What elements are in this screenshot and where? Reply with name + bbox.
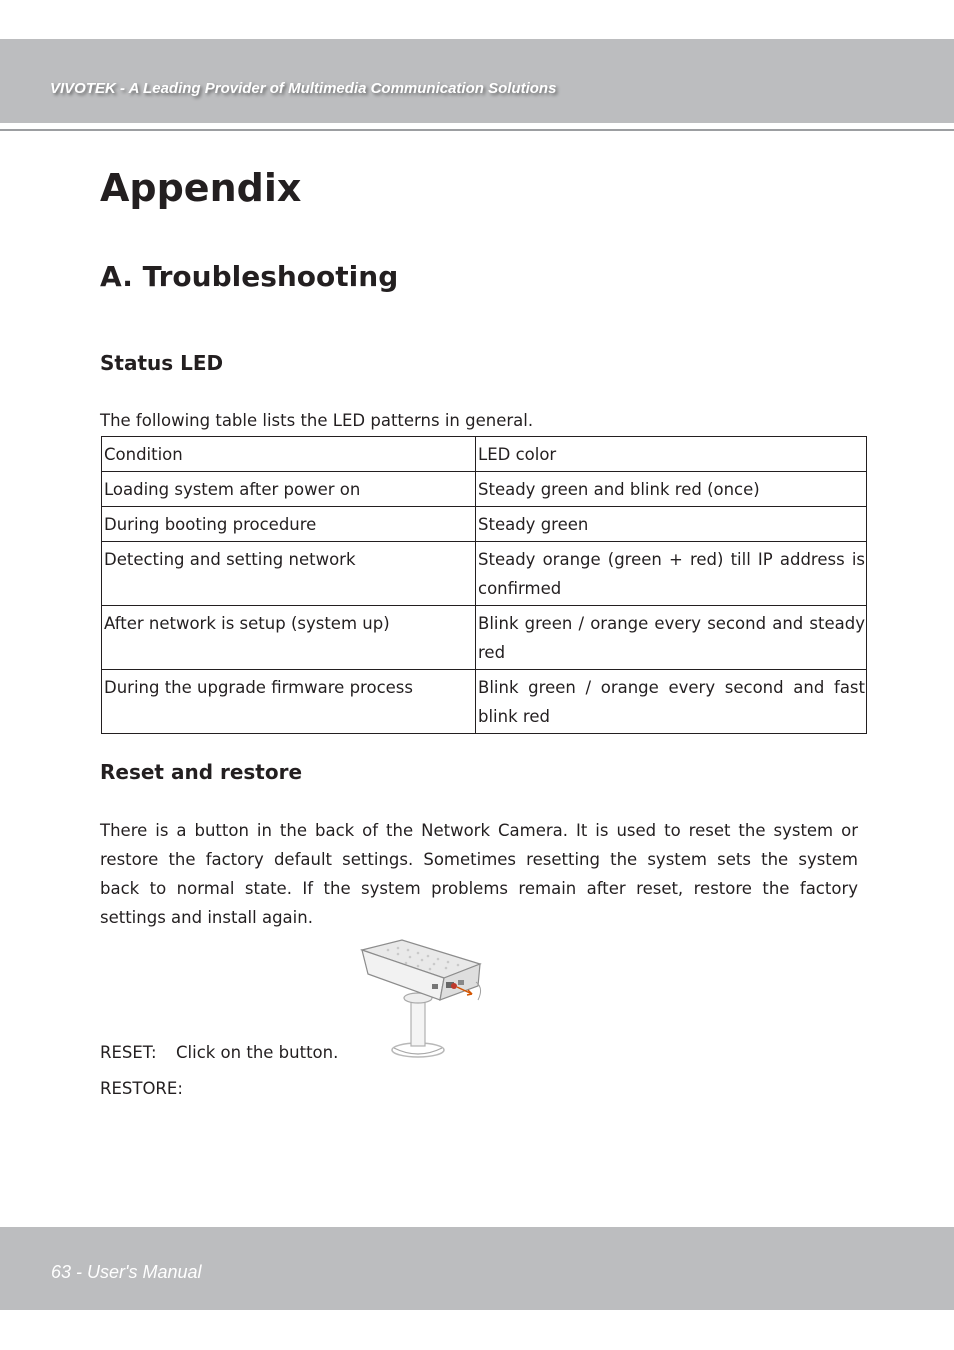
- section-heading: A. Troubleshooting: [100, 260, 399, 293]
- paragraph-line: restore the factory default settings. Sometimes resetting the system sets the system: [100, 850, 858, 869]
- paragraph-line: back to normal state. If the system problems remain after reset, restore the factory: [100, 879, 858, 898]
- table-header-cell: LED color: [476, 437, 867, 472]
- reset-label: RESET:: [100, 1043, 157, 1062]
- table-cell: During booting procedure: [102, 507, 476, 542]
- paragraph-line: settings and install again.: [100, 908, 313, 927]
- paragraph-line: There is a button in the back of the Network Camera. It is used to reset the system or: [100, 821, 858, 840]
- table-header-row: [102, 437, 867, 472]
- reset-text: Click on the button.: [176, 1043, 339, 1062]
- reset-instruction: [100, 1043, 338, 1062]
- reset-restore-heading: Reset and restore: [100, 760, 303, 784]
- reset-restore-paragraph: [100, 816, 858, 932]
- table-cell: After network is setup (system up): [102, 606, 476, 670]
- header-tagline: VIVOTEK - A Leading Provider of Multimedia Communication Solutions: [50, 80, 557, 97]
- header-divider: [0, 129, 954, 131]
- table-cell: During the upgrade firmware process: [102, 670, 476, 734]
- table-cell: Detecting and setting network: [102, 542, 476, 606]
- table-row: [102, 472, 867, 507]
- table-cell: Loading system after power on: [102, 472, 476, 507]
- table-header-cell: Condition: [102, 437, 476, 472]
- footer-page-label: 63 - User's Manual: [51, 1262, 202, 1282]
- status-led-intro: The following table lists the LED patterns in general.: [100, 411, 534, 430]
- table-row: [102, 670, 867, 734]
- table-row: [102, 507, 867, 542]
- table-cell: Steady green: [476, 507, 867, 542]
- table-cell: Blink green / orange every second and steady red: [476, 606, 867, 670]
- led-pattern-table: [101, 436, 867, 734]
- camera-reset-button-icon: [358, 938, 484, 1064]
- table-cell: Blink green / orange every second and fast blink red: [476, 670, 867, 734]
- restore-label: RESTORE:: [100, 1079, 183, 1098]
- page-title: Appendix: [100, 166, 302, 210]
- table-cell: Steady green and blink red (once): [476, 472, 867, 507]
- table-row: [102, 606, 867, 670]
- status-led-heading: Status LED: [100, 351, 224, 375]
- table-row: [102, 542, 867, 606]
- table-cell: Steady orange (green + red) till IP address is confirmed: [476, 542, 867, 606]
